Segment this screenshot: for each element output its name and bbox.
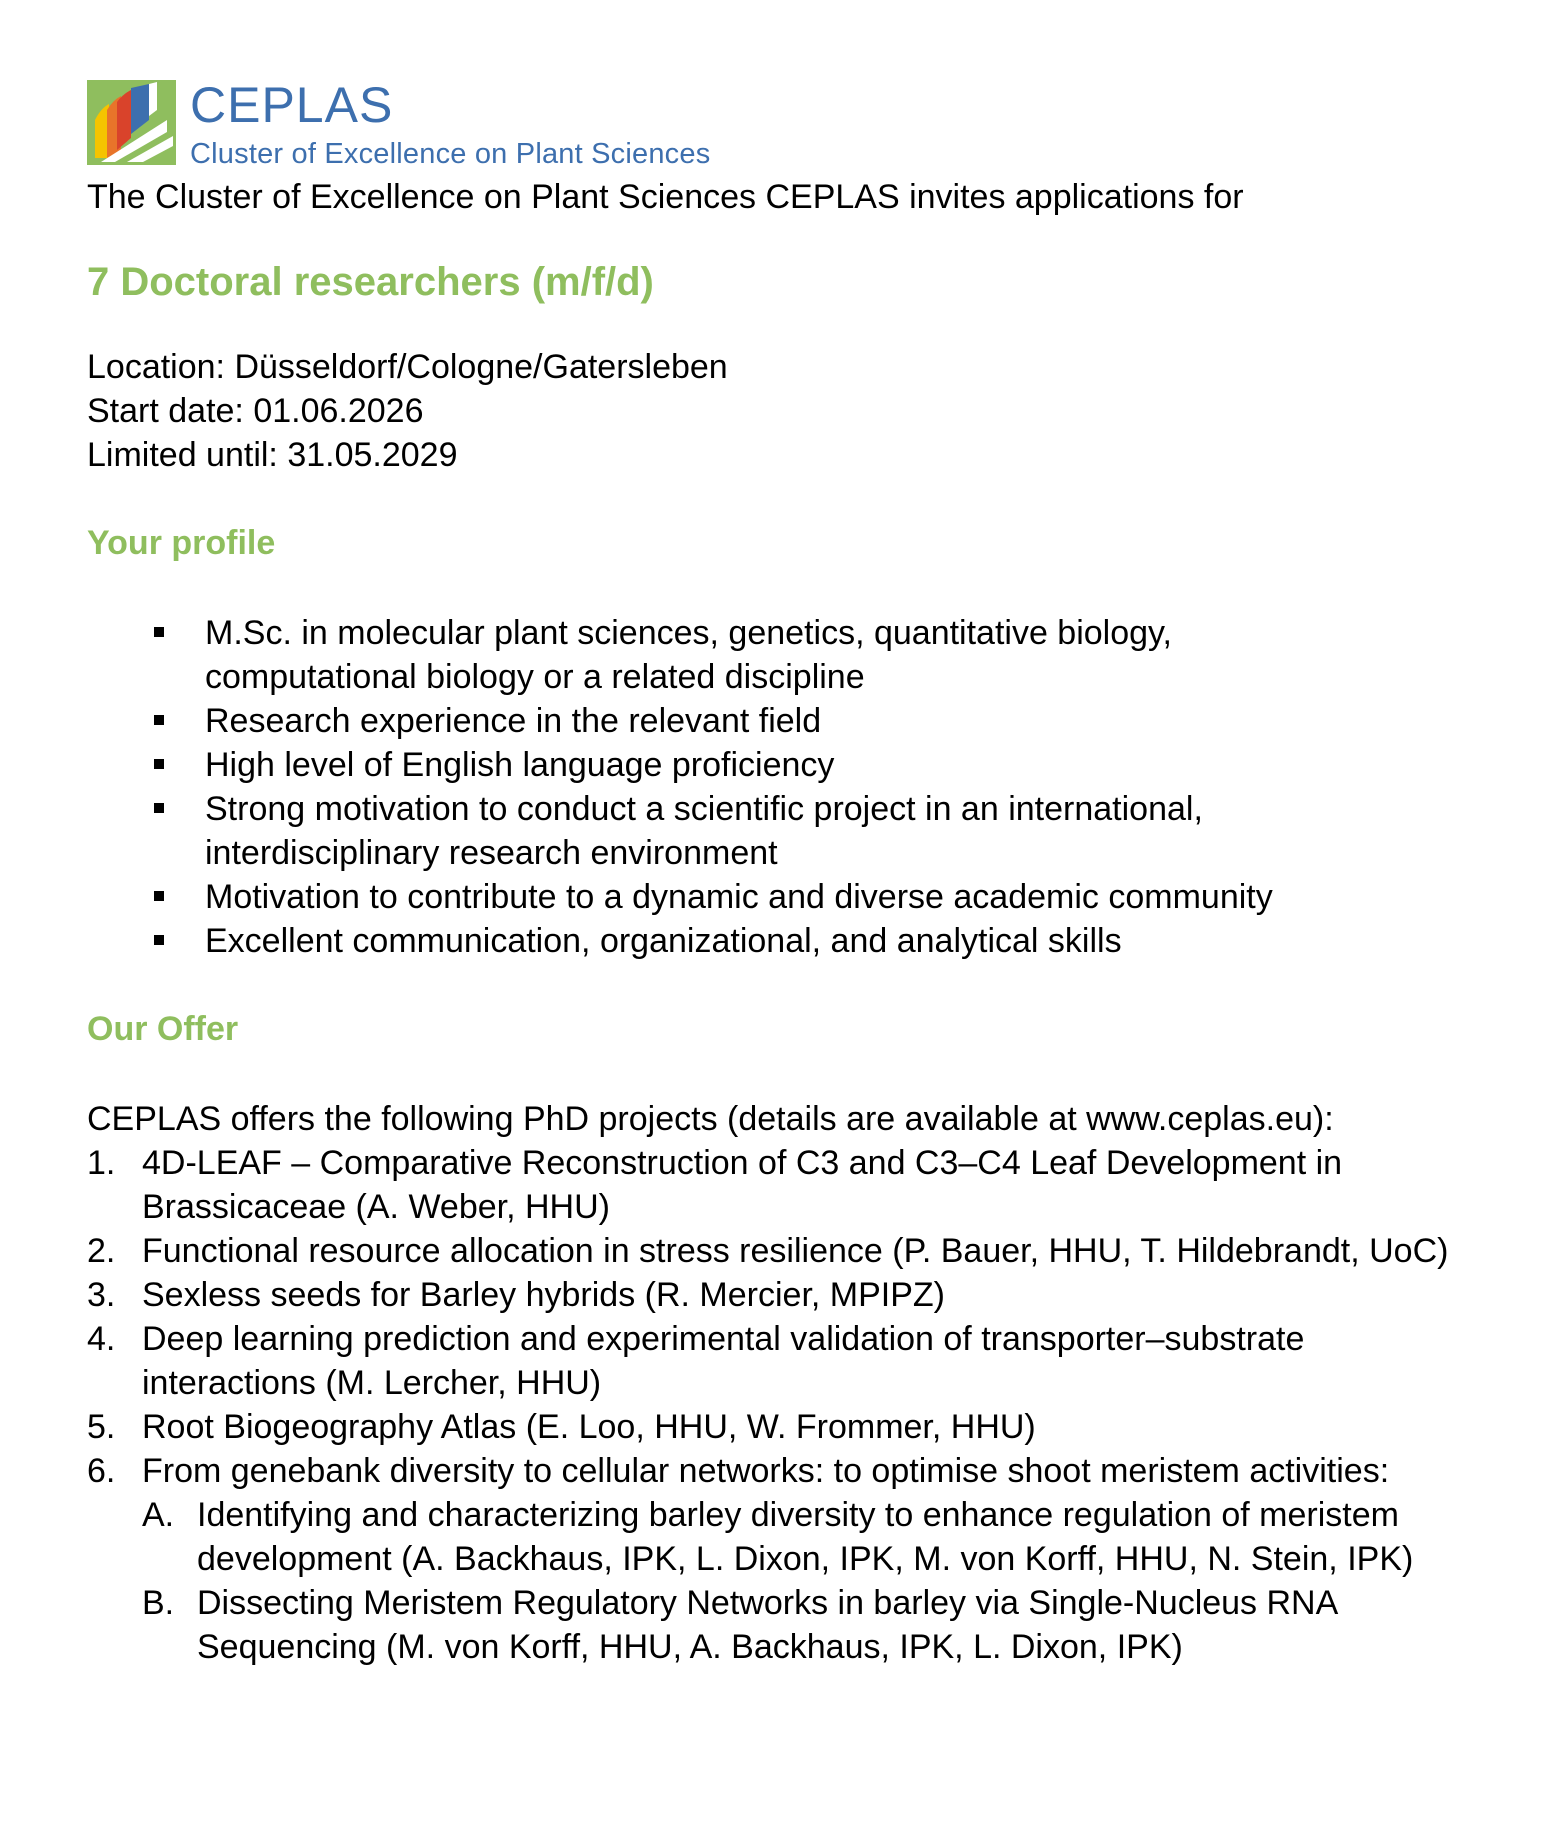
bullet-icon bbox=[154, 891, 164, 901]
list-item: High level of English language proficiency bbox=[87, 743, 1375, 787]
logo-subtitle: Cluster of Excellence on Plant Sciences bbox=[190, 138, 711, 170]
bullet-icon bbox=[154, 759, 164, 769]
project-item: 1. 4D-LEAF – Comparative Reconstruction of C3 and C3–C4 Leaf Development in Brassicaceae (A. Weber, HHU) bbox=[87, 1144, 1343, 1226]
project-list bbox=[87, 1141, 1487, 1669]
offer-heading: Our Offer bbox=[87, 1010, 239, 1048]
bullet-icon bbox=[154, 935, 164, 945]
profile-list bbox=[87, 611, 1487, 963]
project-item: 2. Functional resource allocation in stress resilience (P. Bauer, HHU, T. Hildebrandt, UoC) bbox=[87, 1232, 1449, 1270]
project-item: 6. From genebank diversity to cellular networks: to optimise shoot meristem activities: A. Identifying and characterizing barley diversity to enhance regulation of meristem development (A. Backhaus, IPK, L. Dixon, IPK, M. von Korff, HHU, N. Stein, IPK) B. Dissecting Meristem Regulatory Networks in barley via Single-Nucleus RNA Sequencing (M. von Korff, HHU, A. Backhaus, IPK, L. Dixon, IPK) bbox=[87, 1449, 1487, 1669]
project-item: 3. Sexless seeds for Barley hybrids (R. Mercier, MPIPZ) bbox=[87, 1276, 946, 1314]
job-posting bbox=[87, 77, 1487, 1669]
position-title: 7 Doctoral researchers (m/f/d) bbox=[87, 260, 654, 304]
intro-text: The Cluster of Excellence on Plant Sciences CEPLAS invites applications for bbox=[87, 178, 1244, 216]
list-item: M.Sc. in molecular plant sciences, genetics, quantitative biology, computational biology or a related discipline bbox=[87, 611, 1375, 699]
project-item: 4. Deep learning prediction and experimental validation of transporter–substrate interactions (M. Lercher, HHU) bbox=[87, 1320, 1305, 1402]
project-item: 5. Root Biogeography Atlas (E. Loo, HHU, W. Frommer, HHU) bbox=[87, 1408, 1036, 1446]
list-item: Motivation to contribute to a dynamic and diverse academic community bbox=[87, 875, 1375, 919]
ceplas-logo-icon bbox=[87, 80, 176, 165]
list-item: Strong motivation to conduct a scientific project in an international, interdisciplinary research environment bbox=[87, 787, 1375, 875]
subproject-item: B. Dissecting Meristem Regulatory Networks in barley via Single-Nucleus RNA Sequencing (M. von Korff, HHU, A. Backhaus, IPK, L. Dixon, IPK) bbox=[142, 1584, 1337, 1666]
bullet-icon bbox=[154, 715, 164, 725]
list-item: Excellent communication, organizational, and analytical skills bbox=[87, 919, 1375, 963]
ceplas-logo bbox=[87, 77, 1487, 170]
subproject-item: A. Identifying and characterizing barley diversity to enhance regulation of meristem development (A. Backhaus, IPK, L. Dixon, IPK, M. von Korff, HHU, N. Stein, IPK) bbox=[142, 1496, 1414, 1578]
logo-name: CEPLAS bbox=[190, 77, 394, 133]
subproject-list bbox=[142, 1493, 1487, 1669]
position-info bbox=[87, 345, 1487, 477]
profile-heading: Your profile bbox=[87, 524, 276, 562]
bullet-icon bbox=[154, 803, 164, 813]
start-date-text: Start date: 01.06.2026 bbox=[87, 392, 424, 430]
location-text: Location: Düsseldorf/Cologne/Gatersleben bbox=[87, 348, 728, 386]
list-item: Research experience in the relevant field bbox=[87, 699, 1375, 743]
offer-intro: CEPLAS offers the following PhD projects (details are available at www.ceplas.eu): bbox=[87, 1100, 1334, 1138]
bullet-icon bbox=[154, 627, 164, 637]
limited-until-text: Limited until: 31.05.2029 bbox=[87, 436, 458, 474]
